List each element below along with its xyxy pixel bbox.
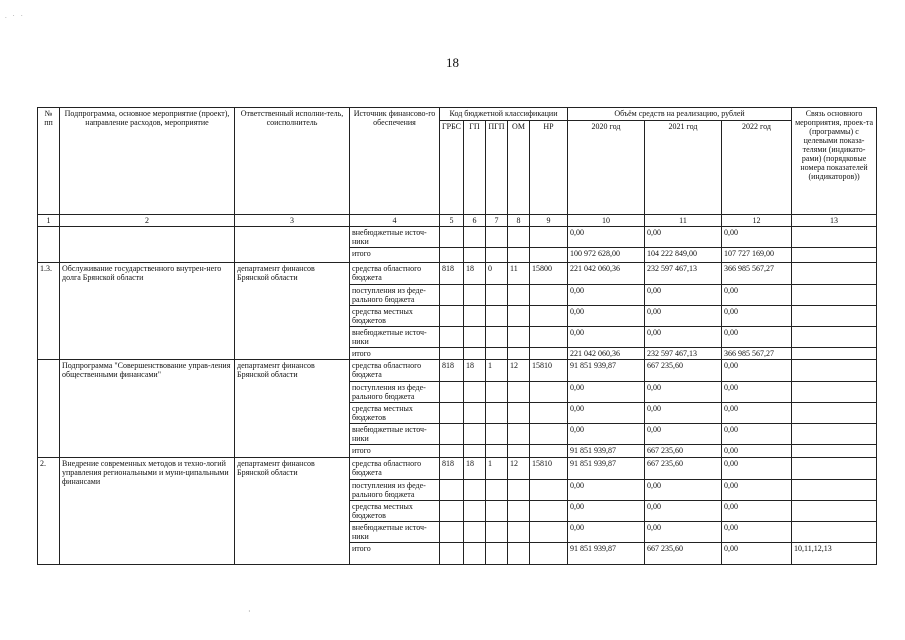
indicator-link-cell <box>792 227 877 248</box>
nr-cell <box>530 248 568 263</box>
nr-cell <box>530 480 568 501</box>
column-number: 5 <box>440 215 464 227</box>
amount-2021-cell: 0,00 <box>645 227 722 248</box>
gp-cell <box>464 480 486 501</box>
amount-2020-cell: 0,00 <box>568 480 645 501</box>
funding-source-cell: внебюджетные источ-ники <box>350 522 440 543</box>
header-gp: ГП <box>464 121 486 215</box>
funding-source-cell: средства местных бюджетов <box>350 306 440 327</box>
column-number: 13 <box>792 215 877 227</box>
column-number: 10 <box>568 215 645 227</box>
gp-cell <box>464 327 486 348</box>
grbs-cell <box>440 522 464 543</box>
header-pgp: ПГП <box>486 121 508 215</box>
executor-cell: департамент финансов Брянской области <box>235 263 350 360</box>
executor-cell <box>235 227 350 263</box>
amount-2021-cell: 667 235,60 <box>645 360 722 382</box>
funding-source-cell: средства местных бюджетов <box>350 501 440 522</box>
header-executor: Ответственный исполни-тель, соисполнитель <box>235 108 350 215</box>
om-cell <box>508 285 530 306</box>
nr-cell <box>530 543 568 565</box>
indicator-link-cell <box>792 458 877 480</box>
om-cell: 11 <box>508 263 530 285</box>
om-cell <box>508 248 530 263</box>
bottom-mark: · <box>248 607 251 616</box>
indicator-link-cell <box>792 480 877 501</box>
header-source: Источник финансово-го обеспечения <box>350 108 440 215</box>
om-cell <box>508 227 530 248</box>
pgp-cell <box>486 348 508 360</box>
pgp-cell <box>486 327 508 348</box>
funding-source-cell: поступления из феде-рального бюджета <box>350 480 440 501</box>
grbs-cell <box>440 445 464 458</box>
grbs-cell <box>440 382 464 403</box>
amount-2022-cell: 0,00 <box>722 306 792 327</box>
funding-source-cell: внебюджетные источ-ники <box>350 327 440 348</box>
grbs-cell <box>440 306 464 327</box>
gp-cell <box>464 306 486 327</box>
indicator-link-cell <box>792 522 877 543</box>
column-number: 7 <box>486 215 508 227</box>
header-2022: 2022 год <box>722 121 792 215</box>
om-cell <box>508 480 530 501</box>
amount-2021-cell: 0,00 <box>645 522 722 543</box>
om-cell <box>508 403 530 424</box>
amount-2020-cell: 100 972 628,00 <box>568 248 645 263</box>
grbs-cell: 818 <box>440 263 464 285</box>
funding-source-cell: итого <box>350 543 440 565</box>
grbs-cell <box>440 501 464 522</box>
om-cell <box>508 382 530 403</box>
header-budget-code: Код бюджетной классификации <box>440 108 568 121</box>
amount-2020-cell: 0,00 <box>568 306 645 327</box>
header-2020: 2020 год <box>568 121 645 215</box>
amount-2021-cell: 0,00 <box>645 424 722 445</box>
gp-cell <box>464 403 486 424</box>
pgp-cell: 1 <box>486 458 508 480</box>
indicator-link-cell <box>792 327 877 348</box>
pgp-cell <box>486 543 508 565</box>
header-nr: НР <box>530 121 568 215</box>
amount-2022-cell: 0,00 <box>722 543 792 565</box>
om-cell <box>508 522 530 543</box>
gp-cell <box>464 501 486 522</box>
amount-2020-cell: 0,00 <box>568 403 645 424</box>
pgp-cell: 0 <box>486 263 508 285</box>
amount-2021-cell: 0,00 <box>645 382 722 403</box>
amount-2020-cell: 221 042 060,36 <box>568 348 645 360</box>
amount-2021-cell: 0,00 <box>645 306 722 327</box>
nr-cell <box>530 327 568 348</box>
amount-2020-cell: 0,00 <box>568 522 645 543</box>
amount-2022-cell: 366 985 567,27 <box>722 263 792 285</box>
amount-2022-cell: 0,00 <box>722 360 792 382</box>
nr-cell: 15800 <box>530 263 568 285</box>
page-number: 18 <box>446 55 459 70</box>
column-number: 6 <box>464 215 486 227</box>
pgp-cell <box>486 445 508 458</box>
funding-source-cell: итого <box>350 445 440 458</box>
indicator-link-cell <box>792 348 877 360</box>
funding-source-cell: средства областного бюджета <box>350 458 440 480</box>
pgp-cell <box>486 285 508 306</box>
header-2021: 2021 год <box>645 121 722 215</box>
header-num: № пп <box>38 108 60 215</box>
funding-source-cell: итого <box>350 248 440 263</box>
pgp-cell <box>486 227 508 248</box>
funding-source-cell: средства областного бюджета <box>350 263 440 285</box>
grbs-cell <box>440 348 464 360</box>
amount-2022-cell: 0,00 <box>722 403 792 424</box>
nr-cell <box>530 424 568 445</box>
nr-cell <box>530 445 568 458</box>
funding-source-cell: внебюджетные источ-ники <box>350 227 440 248</box>
amount-2022-cell: 0,00 <box>722 424 792 445</box>
amount-2020-cell: 0,00 <box>568 424 645 445</box>
pgp-cell <box>486 424 508 445</box>
program-cell: Внедрение современных методов и техно-логий управления региональными и муни-ципальными финансами <box>60 458 235 565</box>
om-cell <box>508 501 530 522</box>
grbs-cell <box>440 543 464 565</box>
nr-cell <box>530 306 568 327</box>
row-number: 1.3. <box>38 263 60 360</box>
column-number: 8 <box>508 215 530 227</box>
executor-cell: департамент финансов Брянской области <box>235 360 350 458</box>
funding-source-cell: итого <box>350 348 440 360</box>
amount-2022-cell: 0,00 <box>722 501 792 522</box>
header-link: Связь основного мероприятия, проек-та (программы) с целевыми показа-телями (индикато-рами) (порядковые номера показателей (индикаторов)) <box>792 108 877 215</box>
gp-cell <box>464 285 486 306</box>
column-number-row <box>38 215 877 227</box>
amount-2020-cell: 0,00 <box>568 327 645 348</box>
executor-cell: департамент финансов Брянской области <box>235 458 350 565</box>
om-cell <box>508 543 530 565</box>
indicator-link-cell <box>792 403 877 424</box>
amount-2022-cell: 0,00 <box>722 382 792 403</box>
funding-source-cell: средства областного бюджета <box>350 360 440 382</box>
amount-2021-cell: 0,00 <box>645 403 722 424</box>
amount-2021-cell: 0,00 <box>645 480 722 501</box>
amount-2021-cell: 0,00 <box>645 501 722 522</box>
table-row <box>38 458 877 480</box>
row-number <box>38 227 60 263</box>
gp-cell <box>464 424 486 445</box>
amount-2020-cell: 0,00 <box>568 382 645 403</box>
amount-2021-cell: 104 222 849,00 <box>645 248 722 263</box>
grbs-cell <box>440 327 464 348</box>
funding-source-cell: поступления из феде-рального бюджета <box>350 382 440 403</box>
indicator-link-cell <box>792 306 877 327</box>
row-number: 2. <box>38 458 60 565</box>
gp-cell <box>464 248 486 263</box>
amount-2020-cell: 91 851 939,87 <box>568 458 645 480</box>
header-volume: Объём средств на реализацию, рублей <box>568 108 792 121</box>
amount-2021-cell: 0,00 <box>645 285 722 306</box>
amount-2020-cell: 91 851 939,87 <box>568 543 645 565</box>
pgp-cell: 1 <box>486 360 508 382</box>
grbs-cell: 818 <box>440 360 464 382</box>
amount-2021-cell: 667 235,60 <box>645 543 722 565</box>
funding-source-cell: внебюджетные источ-ники <box>350 424 440 445</box>
om-cell <box>508 327 530 348</box>
amount-2020-cell: 91 851 939,87 <box>568 445 645 458</box>
nr-cell <box>530 403 568 424</box>
amount-2020-cell: 221 042 060,36 <box>568 263 645 285</box>
grbs-cell <box>440 227 464 248</box>
om-cell <box>508 348 530 360</box>
indicator-link-cell <box>792 424 877 445</box>
amount-2022-cell: 0,00 <box>722 327 792 348</box>
column-number: 3 <box>235 215 350 227</box>
pgp-cell <box>486 522 508 543</box>
header-row-top <box>38 108 877 121</box>
amount-2022-cell: 0,00 <box>722 458 792 480</box>
funding-source-cell: средства местных бюджетов <box>350 403 440 424</box>
grbs-cell: 818 <box>440 458 464 480</box>
nr-cell <box>530 382 568 403</box>
indicator-link-cell <box>792 501 877 522</box>
column-number: 9 <box>530 215 568 227</box>
table-row <box>38 227 877 248</box>
amount-2022-cell: 0,00 <box>722 480 792 501</box>
column-number: 11 <box>645 215 722 227</box>
pgp-cell <box>486 403 508 424</box>
om-cell: 12 <box>508 360 530 382</box>
amount-2020-cell: 0,00 <box>568 285 645 306</box>
indicator-link-cell: 10,11,12,13 <box>792 543 877 565</box>
column-number: 2 <box>60 215 235 227</box>
header-grbs: ГРБС <box>440 121 464 215</box>
pgp-cell <box>486 248 508 263</box>
gp-cell: 18 <box>464 360 486 382</box>
amount-2021-cell: 232 597 467,13 <box>645 348 722 360</box>
amount-2020-cell: 0,00 <box>568 501 645 522</box>
program-cell <box>60 227 235 263</box>
table-row <box>38 263 877 285</box>
grbs-cell <box>440 480 464 501</box>
pgp-cell <box>486 501 508 522</box>
gp-cell <box>464 445 486 458</box>
funding-source-cell: поступления из феде-рального бюджета <box>350 285 440 306</box>
pgp-cell <box>486 382 508 403</box>
amount-2022-cell: 0,00 <box>722 445 792 458</box>
amount-2020-cell: 0,00 <box>568 227 645 248</box>
nr-cell <box>530 285 568 306</box>
amount-2022-cell: 0,00 <box>722 227 792 248</box>
grbs-cell <box>440 285 464 306</box>
indicator-link-cell <box>792 285 877 306</box>
indicator-link-cell <box>792 382 877 403</box>
gp-cell <box>464 522 486 543</box>
amount-2022-cell: 366 985 567,27 <box>722 348 792 360</box>
margin-marks: . · · <box>5 12 25 20</box>
program-cell: Подпрограмма "Совершенствование управ-ления общественными финансами" <box>60 360 235 458</box>
row-number <box>38 360 60 458</box>
amount-2022-cell: 0,00 <box>722 522 792 543</box>
grbs-cell <box>440 248 464 263</box>
nr-cell <box>530 227 568 248</box>
nr-cell <box>530 501 568 522</box>
column-number: 12 <box>722 215 792 227</box>
amount-2021-cell: 0,00 <box>645 327 722 348</box>
om-cell <box>508 445 530 458</box>
grbs-cell <box>440 424 464 445</box>
budget-table <box>37 107 877 565</box>
om-cell <box>508 306 530 327</box>
amount-2020-cell: 91 851 939,87 <box>568 360 645 382</box>
amount-2022-cell: 107 727 169,00 <box>722 248 792 263</box>
om-cell: 12 <box>508 458 530 480</box>
nr-cell: 15810 <box>530 458 568 480</box>
gp-cell: 18 <box>464 458 486 480</box>
grbs-cell <box>440 403 464 424</box>
gp-cell <box>464 348 486 360</box>
indicator-link-cell <box>792 263 877 285</box>
gp-cell <box>464 543 486 565</box>
indicator-link-cell <box>792 248 877 263</box>
table-row <box>38 360 877 382</box>
column-number: 4 <box>350 215 440 227</box>
header-om: ОМ <box>508 121 530 215</box>
indicator-link-cell <box>792 360 877 382</box>
amount-2021-cell: 667 235,60 <box>645 458 722 480</box>
table-body <box>38 227 877 565</box>
column-number: 1 <box>38 215 60 227</box>
nr-cell <box>530 522 568 543</box>
header-program: Подпрограмма, основное мероприятие (проект), направление расходов, мероприятие <box>60 108 235 215</box>
amount-2021-cell: 667 235,60 <box>645 445 722 458</box>
gp-cell <box>464 382 486 403</box>
gp-cell <box>464 227 486 248</box>
nr-cell <box>530 348 568 360</box>
pgp-cell <box>486 480 508 501</box>
nr-cell: 15810 <box>530 360 568 382</box>
indicator-link-cell <box>792 445 877 458</box>
amount-2022-cell: 0,00 <box>722 285 792 306</box>
gp-cell: 18 <box>464 263 486 285</box>
amount-2021-cell: 232 597 467,13 <box>645 263 722 285</box>
program-cell: Обслуживание государственного внутрен-него долга Брянской области <box>60 263 235 360</box>
pgp-cell <box>486 306 508 327</box>
om-cell <box>508 424 530 445</box>
